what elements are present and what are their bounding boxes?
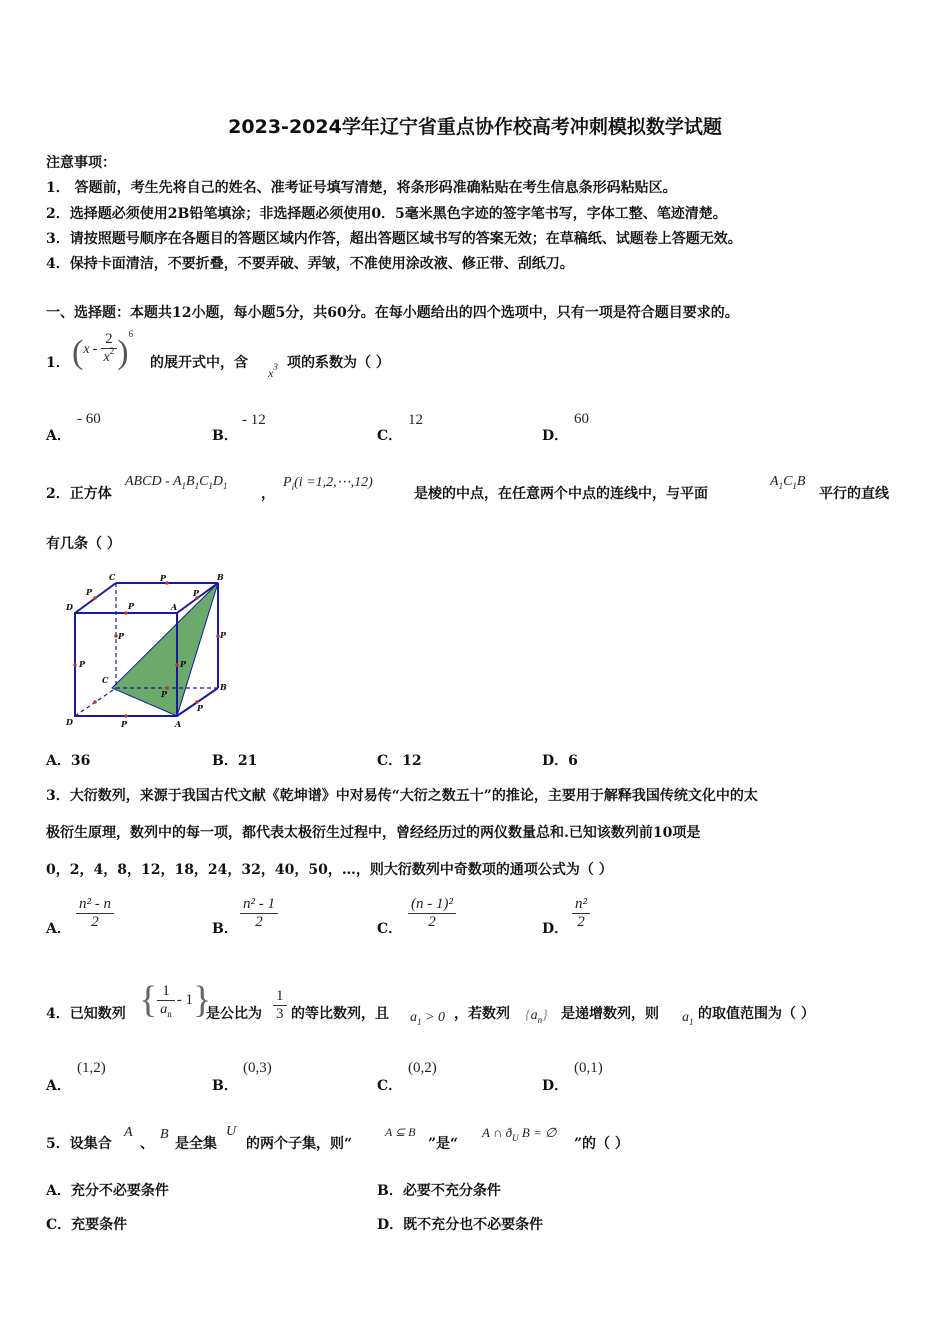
q1-expression: (x - $\frac{2}{x^2}$ )$^6$	[72, 329, 134, 371]
label-p: P	[220, 630, 227, 640]
q4-text-5: 的取值范围为（ ）	[698, 1006, 815, 1022]
q1-option-b-label[interactable]: B．	[212, 428, 238, 444]
q2-text: 是棱的中点，在任意两个中点的连线中，与平面	[414, 486, 708, 502]
q1-option-a-value: - 60	[77, 411, 101, 427]
q1-option-c-value: 12	[408, 412, 423, 428]
q3-option-b-label[interactable]: B．	[212, 921, 238, 937]
label-b: B	[217, 572, 224, 582]
q4-text-2: 的等比数列，且	[291, 1006, 389, 1022]
notice-item: 4．保持卡面清洁，不要折叠，不要弄破、弄皱，不准使用涂改液、修正带、刮纸刀。	[46, 256, 574, 272]
q5-option-b[interactable]: B．必要不充分条件	[377, 1183, 501, 1199]
q3-option-d-value: $\frac{\text{n²}}{2}$	[572, 896, 590, 931]
q5-set-a: A	[124, 1125, 133, 1140]
q5-number: 5．设集合	[46, 1136, 112, 1152]
q3-option-b-value: $\frac{\text{n² - 1}}{2}$	[240, 896, 278, 931]
q2-comma: ，	[261, 486, 275, 502]
label-p: P	[160, 573, 167, 583]
q3-option-a-value: $\frac{\text{n² - n}}{2}$	[76, 896, 114, 931]
q4-option-d-value: (0,1)	[574, 1060, 603, 1076]
q1-text: 的展开式中，含	[150, 355, 248, 371]
q5-option-c[interactable]: C．充要条件	[46, 1217, 128, 1233]
label-p: P	[79, 659, 86, 669]
q3-option-c-value: $\frac{\text{(n - 1)²}}{2}$	[408, 896, 456, 931]
q5-set-b: B	[160, 1127, 169, 1142]
q4-condition: $a_1 > 0$	[410, 1010, 445, 1027]
q3-option-a-label[interactable]: A．	[46, 921, 71, 937]
q1-text-tail: 项的系数为（ ）	[287, 355, 390, 371]
q2-points: $P_i(i$ =1,2,⋯,12)	[283, 475, 373, 492]
page-title: 2023-2024学年辽宁省重点协作校高考冲刺模拟数学试题	[228, 116, 722, 138]
q1-option-a-label[interactable]: A．	[46, 428, 71, 444]
notice-item: 3．请按照题号顺序在各题目的答题区域内作答，超出答题区域书写的答案无效；在草稿纸、试题卷上答题无效。	[46, 231, 742, 247]
q4-sequence: { $\frac{1}{a_n}$ - 1}	[139, 979, 212, 1021]
q4-option-b-value: (0,3)	[243, 1060, 272, 1076]
q2-cube: ABCD - $A_1B_1C_1D_1$	[125, 474, 228, 491]
q4-option-d-label[interactable]: D．	[542, 1078, 569, 1094]
label-c1: C	[102, 675, 109, 685]
q2-option-d[interactable]: D．6	[542, 753, 578, 769]
q4-option-c-label[interactable]: C．	[377, 1078, 403, 1094]
q3-option-d-label[interactable]: D．	[542, 921, 569, 937]
label-c: C	[109, 572, 116, 582]
q4-ratio: $\frac{1}{3}$	[273, 988, 287, 1023]
q1-number: 1．	[46, 355, 70, 371]
q2-option-c[interactable]: C．12	[377, 753, 422, 769]
label-p: P	[118, 631, 125, 641]
q5-option-a[interactable]: A．充分不必要条件	[46, 1183, 169, 1199]
q4-text: 是公比为	[206, 1006, 262, 1022]
q2-option-a[interactable]: A．36	[46, 753, 91, 769]
q4-text-4: 是递增数列，则	[561, 1006, 659, 1022]
label-d1: D	[66, 717, 73, 727]
q4-option-a-value: (1,2)	[77, 1060, 106, 1076]
q5-universe: U	[226, 1124, 237, 1139]
label-p: P	[197, 703, 204, 713]
q1-option-c-label[interactable]: C．	[377, 428, 403, 444]
label-d: D	[66, 602, 73, 612]
q4-a1: $a_1$	[682, 1010, 694, 1027]
q5-separator: 、	[140, 1136, 154, 1152]
label-a1: A	[175, 719, 182, 729]
q4-seq-an: $\{a_n\}$	[525, 1008, 548, 1025]
notice-item: 2．选择题必须使用2B铅笔填涂；非选择题必须使用0．5毫米黑色字迹的签字笔书写，字体工整、笔迹清楚。	[46, 206, 727, 222]
q2-plane: $A_1C_1B$	[770, 474, 806, 491]
q5-cond2: A ∩ $ð_U$ B = ∅	[482, 1125, 557, 1143]
q4-option-b-label[interactable]: B．	[212, 1078, 238, 1094]
q2-number: 2．正方体	[46, 486, 112, 502]
q5-text-3: ”是“	[428, 1136, 459, 1152]
label-p: P	[193, 588, 200, 598]
q3-line3: 0，2，4，8，12，18，24，32，40，50，…，则大衍数列中奇数项的通项公式为（ ）	[46, 862, 613, 878]
q2-text-tail: 平行的直线	[819, 486, 889, 502]
q4-option-c-value: (0,2)	[408, 1060, 437, 1076]
q5-text: 是全集	[175, 1136, 217, 1152]
notice-item: 1． 答题前，考生先将自己的姓名、准考证号填写清楚，将条形码准确粘贴在考生信息条形码粘贴区。	[46, 180, 677, 196]
label-b1: B	[220, 682, 227, 692]
q3-line2: 极衍生原理，数列中的每一项，都代表太极衍生过程中，曾经经历过的两仪数量总和.已知该数列前10项是	[46, 825, 701, 841]
label-p: P	[86, 587, 93, 597]
q2-text-line2: 有几条（ ）	[46, 536, 121, 552]
section-heading: 一、选择题：本题共12小题，每小题5分，共60分。在每小题给出的四个选项中，只有一项是符合题目要求的。	[46, 305, 739, 321]
notice-heading: 注意事项：	[46, 155, 116, 171]
q1-option-b-value: - 12	[242, 412, 266, 428]
q4-text-3: ，若数列	[454, 1006, 510, 1022]
q1-option-d-value: 60	[574, 411, 589, 427]
label-p: P	[161, 689, 168, 699]
q5-option-d[interactable]: D．既不充分也不必要条件	[377, 1217, 544, 1233]
q5-text-2: 的两个子集，则“	[246, 1136, 353, 1152]
q5-cond1: A ⊆ B	[385, 1125, 416, 1139]
q3-line1: 3．大衍数列，来源于我国古代文献《乾坤谱》中对易传“大衍之数五十”的推论，主要用于解释我国传统文化中的太	[46, 788, 758, 804]
q5-text-4: ”的（ ）	[574, 1136, 629, 1152]
q2-cube-figure	[55, 570, 245, 735]
q1-option-d-label[interactable]: D．	[542, 428, 569, 444]
q2-option-b[interactable]: B．21	[212, 753, 258, 769]
label-a: A	[171, 602, 178, 612]
label-p: P	[128, 601, 135, 611]
q3-option-c-label[interactable]: C．	[377, 921, 403, 937]
q4-option-a-label[interactable]: A．	[46, 1078, 71, 1094]
label-p: P	[121, 719, 128, 729]
label-p: P	[180, 659, 187, 669]
q4-number: 4．已知数列	[46, 1006, 126, 1022]
q1-x3: $x^3$	[268, 362, 278, 380]
